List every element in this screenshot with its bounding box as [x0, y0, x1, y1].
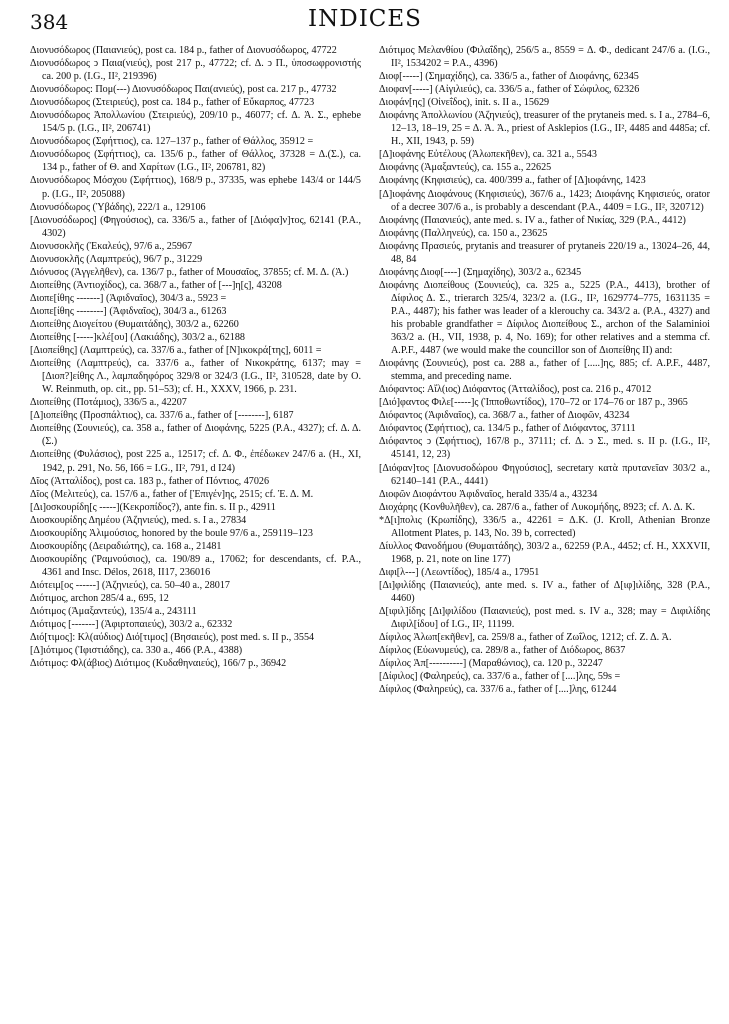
index-entry: Διοφάνης (Παλληνεύς), ca. 150 a., 23625: [379, 227, 548, 239]
index-entry: [Διοπείθης] (Λαμπτρεύς), ca. 337/6 a., father of [Ν]ικοκρά[της], 6011 =: [30, 345, 322, 357]
right-column: [379, 44, 710, 1016]
index-entry: Διοφάνης (Ἀμαξαντεύς), ca. 155 a., 22625: [379, 162, 552, 174]
index-entry: Διοπείθης (Λαμπτρεύς), ca. 337/6 a., father of Νικοκράτης, 6137; may = [Διοπ?]είθης Λ., λαμπαδηφόρος 329/8 or 324/3 (I.G., II², 310528, date by O. W. Reinmuth, op. cit., pp. 51–53); cf. H., XXXV, 1966, p. 231.: [30, 358, 361, 396]
index-entry: Διονυσόδωρος Μόσχου (Σφήττιος), 168/9 p., 37335, was ephebe 143/4 or 144/5 p. (I.G., II², 205088): [30, 175, 361, 200]
left-column: [30, 44, 361, 1016]
index-entry: Διοσκουρίδης (Ῥαμνούσιος), ca. 190/89 a., 17062; for descendants, cf. P.A., 4361 and Insc. Délos, 2618, II17, 236016: [30, 553, 361, 578]
index-entry: [Δ]ιοφάνης Διοφάνους (Κηφισιεύς), 367/6 a., 1423; Διοφάνης Κηφισιεύς, orator of a decree 307/6 a., is probably a descendant (P.A., 4409 = I.G., II², 320712): [379, 188, 710, 213]
index-entry: Διονυσόδωρος (Παιανιεύς), post ca. 184 p., father of Διονυσόδωρος, 47722: [30, 45, 337, 56]
index-entry: Διότειμ[ος ------] (Ἀζηνιεύς), ca. 50–40 a., 28017: [30, 579, 230, 591]
index-entry: Διονυσόδωρος (Στειριεύς), post ca. 184 p., father of Εὔκαρπος, 47723: [30, 97, 315, 109]
index-entry: Διότιμος (Ἀμαξαντεύς), 135/4 a., 243111: [30, 606, 197, 618]
index-entry: Διοφάνης Πρασιεύς, prytanis and treasurer of prytaneis 220/19 a., 13024–26, 44, 48, 84: [379, 240, 710, 265]
index-entry: Διόφαντος (Σφήττιος), ca. 134/5 p., father of Διόφαντος, 37111: [379, 423, 636, 435]
index-entry: Διόφαντος ↄ (Σφήττιος), 167/8 p., 37111; cf. Δ. ↄ Σ., med. s. II p. (I.G., II², 45141, 12, 23): [379, 436, 710, 461]
index-entry: [Δ]ιότιμος (Ἰφιστιάδης), ca. 330 a., 466 (P.A., 4388): [30, 645, 243, 657]
index-entry: Διόνυσος (Ἀγγελῆθεν), ca. 136/7 p., father of Μουσαῖος, 37855; cf. Μ. Δ. (Ἀ.): [30, 266, 349, 278]
index-entry: Διοφάνης (Παιανιεύς), ante med. s. IV a., father of Νικίας, 329 (P.A., 4412): [379, 214, 686, 226]
index-entry: Διότιμος, archon 285/4 a., 695, 12: [30, 592, 169, 604]
index-entry: Διοφάνης (Κηφισιεύς), ca. 400/399 a., father of [Δ]ιοφάνης, 1423: [379, 175, 646, 187]
index-entry: [Διονυσόδωρος] (Φηγούσιος), ca. 336/5 a., father of [Διόφα]ν]τος, 62141 (P.A., 4302): [30, 214, 361, 239]
index-entry: Δίφιλος Ἀπ[----------] (Μαραθώνιος), ca. 120 p., 32247: [379, 658, 603, 670]
index-entry: Διοπείθης (Φυλάσιος), post 225 a., 12517; cf. Δ. Φ., ἐπέδωκεν 247/6 a. (H., XI, 1942, p. 291, No. 56, I66 = I.G., II², 791, d I24): [30, 449, 361, 474]
index-entry: Διοφάνης Ἀπολλωνίου (Ἀζηνιεύς), treasurer of the prytaneis med. s. I a., 2784–6, 12–13, 18–19, 25 = Δ. Ἀ. Ἀ., priest of Asklepios (I.G., II², 4485 and 4485a; cf. H., XII, 1943, p. 59): [379, 110, 710, 148]
index-entry: Δίφιλος (Φαληρεύς), ca. 337/6 a., father of [....]λης, 61244: [379, 684, 617, 696]
index-entry: Διόφαντος (Ἀφιδναῖος), ca. 368/7 a., father of Διοφῶν, 43234: [379, 410, 630, 422]
page-title: INDICES: [308, 6, 422, 32]
index-entry: Διονυσόδωρος (Ὑβάδης), 222/1 a., 129106: [30, 201, 206, 213]
index-entry: [Διό]φαντος Φιλε[-----]ς (Ἱπποθωντίδος), 170–72 or 174–76 or 187 p., 3965: [379, 397, 688, 409]
index-entry: Διοφάνης Διοφ[----] (Σημαχίδης), 303/2 a., 62345: [379, 266, 582, 278]
index-entry: Δῖος (Μελιτεύς), ca. 157/6 a., father of [Ἐπιγέν]ης, 2515; cf. Ἐ. Δ. Μ.: [30, 488, 314, 500]
index-entry: Διοσκουρίδης (Δειραδιώτης), ca. 168 a., 21481: [30, 540, 222, 552]
index-entry: Διοφάνης Διοπείθους (Σουνιεύς), ca. 325 a., 5225 (P.A., 4413), brother of Δίφιλος Δ. Σ., trierarch 325/4, 323/2 a. (I.G., II², 1629774–775, 1631135 = P.A., 4487); his father was leader of a klerouchy ca. 343/2 a. (P.A., 4327) and his probable grandfather = Δίφιλος Διοπείθους Σ., archon of the Salaminioi 363/2 a. (H., VII, 1938, p. 4, No. 169); for other relatives and a stemma cf. A.P.F., 4487 (we would make the councillor son of Διοπείθης II) and:: [379, 279, 710, 357]
index-entry: Διοφάν[ης] (Οἰνεΐδος), init. s. II a., 15629: [379, 97, 550, 109]
index-entry: Διοφ[-----] (Σημαχίδης), ca. 336/5 a., father of Διοφάνης, 62345: [379, 71, 639, 83]
index-entry: Διό[τιμος]: Κλ(αύδιος) Διό[τιμος] (Βησαιεύς), post med. s. II p., 3554: [30, 632, 315, 644]
index-entry: Διονυσόδωρος: Πομ(---) Διονυσόδωρος Παι(ανιεύς), post ca. 217 p., 47732: [30, 84, 337, 96]
index-entry: [Δι]φιλίδης (Παιανιεύς), ante med. s. IV a., father of Δ[ιφ]ιλίδης, 328 (P.A., 4460): [379, 579, 710, 604]
index-entry: Διφι[λ---] (Λεωντίδος), 185/4 a., 17951: [379, 566, 540, 578]
index-entry: Δῖος (Ἀτταλίδος), post ca. 183 p., father of Πόντιος, 47026: [30, 475, 270, 487]
index-entry: Διοφαν[-----] (Αἰγιλιεύς), ca. 336/5 a., father of Σώφιλος, 62326: [379, 84, 640, 96]
index-entry: Διοφάνης (Σουνιεύς), post ca. 288 a., father of [.....]ης, 885; cf. A.P.F., 4487, stemma, and preceding name.: [379, 358, 710, 383]
index-entry: [Δίφιλος] (Φαληρεύς), ca. 337/6 a., father of [....]λης, 59s =: [379, 671, 621, 683]
index-entry: Δ[ιφιλ]ίδης [Δι]φιλίδου (Παιανιεύς), post med. s. IV a., 328; may = Διφιλίδης Διφιλ[ίδου] of I.G., II², 11199.: [379, 606, 710, 631]
index-entry: Διότιμος Μελανθίου (Φιλαΐδης), 256/5 a., 8559 = Δ. Φ., dedicant 247/6 a. (I.G., II², 1534202 = P.A., 4396): [379, 45, 710, 70]
index-entry: Δίφιλος Ἀλωπ[εκῆθεν], ca. 259/8 a., father of Ζωΐλος, 1212; cf. Ζ. Δ. Ἀ.: [379, 632, 672, 644]
page-number: 384: [30, 10, 69, 34]
index-entry: Διοχάρης (Κονθυλῆθεν), ca. 287/6 a., father of Λυκομήδης, 8923; cf. Λ. Δ. Κ.: [379, 501, 696, 513]
index-entry: Διοφῶν Διοφάντου Ἀφιδναῖος, herald 335/4 a., 43234: [379, 488, 598, 500]
index-entry: Διονυσοκλῆς (Ἐκαλεύς), 97/6 a., 25967: [30, 240, 193, 252]
index-entry: Διοπείθης (Σουνιεύς), ca. 358 a., father of Διοφάνης, 5225 (P.A., 4327); cf. Δ. Δ. (Σ.): [30, 423, 361, 448]
index-entry: Διοπείθης (Ἀντιοχίδος), ca. 368/7 a., father of [---]η[ς], 43208: [30, 279, 282, 291]
index-entry: Διόφαντος: Αἴλ(ιος) Διόφαντος (Ἀτταλίδος), post ca. 216 p., 47012: [379, 384, 652, 396]
index-entry: Διονυσόδωρος (Σφήττιος), ca. 135/6 p., father of Θάλλος, 37328 = Δ.(Σ.), ca. 134 p., father of Θ. and Χαρίτων (I.G., II², 206781, 82): [30, 149, 361, 174]
index-entry: Διονυσοκλῆς (Λαμπτρεύς), 96/7 p., 31229: [30, 253, 203, 265]
index-entry: Διοπείθης (Ποτάμιος), 336/5 a., 42207: [30, 397, 187, 409]
index-entry: [Διόφαν]τος [Διονυσοδώρου Φηγούσιος], secretary κατὰ πρυτανεῖαν 303/2 a., 62140–141 (P.A., 4441): [379, 462, 710, 487]
index-entry: Διονυσόδωρος Ἀπολλωνίου (Στειριεύς), 209/10 p., 46077; cf. Δ. Ἀ. Σ., ephebe 154/5 p. (I.G., II², 206741): [30, 110, 361, 135]
index-entry: Διοπε[ίθης -------] (Ἀφιδναῖος), 304/3 a., 5923 =: [30, 292, 227, 304]
index-entry: Διονυσόδωρος ↄ Παια(νιεύς), post 217 p., 47722; cf. Δ. ↄ Π., ὑποσωφρονιστής ca. 200 p. (I.G., II², 219396): [30, 58, 361, 83]
index-entry: [Δ]ιοφάνης Εὐτέλους (Ἀλωπεκῆθεν), ca. 321 a., 5543: [379, 149, 597, 161]
index-entry: [Δι]οσκουρίδη[ς -----](Κεκροπίδος?), ante fin. s. II p., 42911: [30, 501, 276, 513]
index-entry: Διονυσόδωρος (Σφήττιος), ca. 127–137 p., father of Θάλλος, 35912 =: [30, 136, 314, 148]
index-entry: Διοσκουρίδης Ἁλιμούσιος, honored by the boule 97/6 a., 259119–123: [30, 527, 313, 539]
page-header: [30, 6, 700, 38]
index-entry: *Δ[ι]πολις (Κρωπίδης), 336/5 a., 42261 = Δ.Κ. (J. Kroll, Athenian Bronze Allotment Plates, p. 143, No. 39 b, corrected): [379, 514, 710, 539]
index-entry: [Δ]ιοπείθης (Προσπάλτιος), ca. 337/6 a., father of [--------], 6187: [30, 410, 294, 422]
index-entry: Δίυλλος Φανοδήμου (Θυμαιτάδης), 303/2 a., 62259 (P.A., 4452; cf. H., XXXVII, 1968, p. 21, note on line 177): [379, 540, 710, 565]
index-entry: Διότιμος [-------] (Ἀφιρτοπαιεύς), 303/2 a., 62332: [30, 619, 233, 631]
index-entry: Διοσκουρίδης Δημέου (Ἀζηνιεύς), med. s. I a., 27834: [30, 514, 247, 526]
index-entry: Διοπείθης Διογείτου (Θυμαιτάδης), 303/2 a., 62260: [30, 318, 239, 330]
index-entry: Διοπε[ίθης --------] (Ἀφιδναῖος), 304/3 a., 61263: [30, 305, 227, 317]
index-entry: Διότιμος: Φλ(άβιος) Διότιμος (Κυδαθηναιεύς), 166/7 p., 36942: [30, 658, 287, 670]
index-columns: [30, 44, 710, 1016]
index-entry: Διοπείθης [-----]κλέ[ου] (Λακιάδης), 303/2 a., 62188: [30, 332, 245, 344]
index-entry: Δίφιλος (Εὐωνυμεύς), ca. 289/8 a., father of Διόδωρος, 8637: [379, 645, 626, 657]
